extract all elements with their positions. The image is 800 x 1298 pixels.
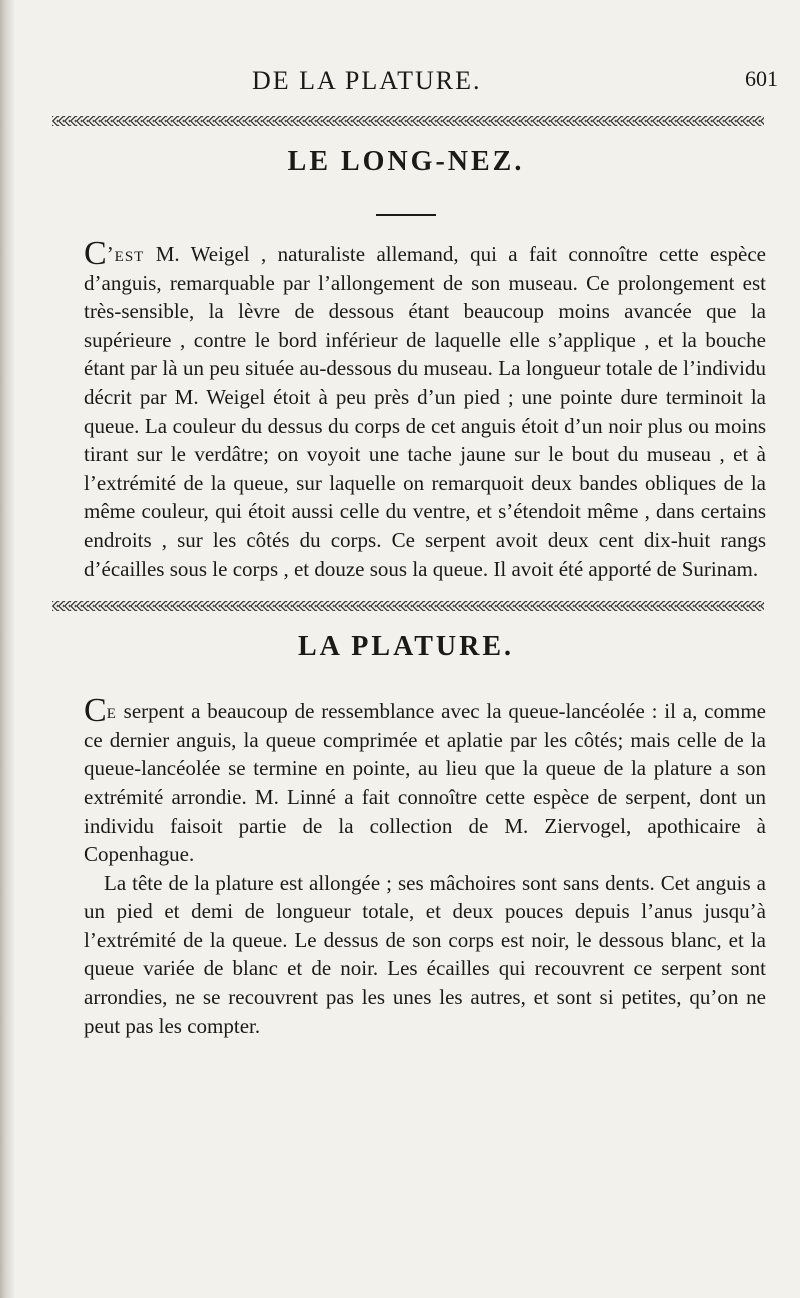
page-number: 601 [745, 66, 778, 91]
paragraph-long-nez [42, 235, 770, 583]
title-rule [376, 214, 436, 216]
paragraph-text: serpent a beaucoup de ressemblance avec la queue-lancéolée : il a, comme ce dernier anguis, la queue comprimée et aplatie par les côtés; mais celle de la queue-lancéolée se termine en pointe, au lieu que la queue de la plature a son extrémité arrondie. M. Linné a fait connoître cette espèce de serpent, dont un individu faisoit partie de la collection de M. Ziervogel, apothicaire à Copenhague. [84, 699, 766, 867]
ornamental-divider [52, 116, 764, 126]
small-caps-word: e [106, 699, 117, 724]
paragraph-text: M. Weigel , naturaliste allemand, qui a fait connoître cette espèce d’anguis, remarquable par l’allongement de son museau. Ce prolongement est très-sensible, la lèvre de dessous étant beaucoup moins avancée que la supérieure , contre le bord inférieur de laquelle elle s’applique , et la bouche étant par là un peu située au-dessous du museau. La longueur totale de l’individu décrit par M. Weigel étoit à peu près d’un pied ; une pointe dure terminoit la queue. La couleur du dessus du corps de cet anguis étoit d’un noir plus ou moins tirant sur le verdâtre; on voyoit une tache jaune sur le bout du museau , et à l’extrémité de la queue, sur laquelle on remarquoit deux bandes obliques de la même couleur, qui étoit aussi celle du ventre, et s’étendoit même , dans certains endroits , sur les côtés du corps. Ce serpent avoit deux cent dix-huit rangs d’écailles sous le corps , et douze sous la queue. Il avoit été apporté de Surinam. [84, 242, 766, 581]
small-caps-word: ’est [106, 242, 145, 266]
book-page [42, 60, 778, 1040]
running-head [42, 60, 778, 100]
paragraph-plature-2 [42, 869, 770, 1041]
drop-cap: C [84, 692, 107, 730]
running-head-title: DE LA PLATURE. [252, 66, 482, 95]
section-plature [42, 601, 770, 1040]
paragraph-plature-1 [42, 692, 770, 869]
ornamental-divider [52, 601, 764, 611]
section-title-long-nez: LE LONG-NEZ. [287, 146, 525, 177]
section-title-plature: LA PLATURE. [297, 631, 515, 663]
drop-cap: C [84, 235, 107, 272]
page-gutter-shadow [0, 0, 14, 1298]
paragraph-text: La tête de la plature est allongée ; ses mâchoires sont sans dents. Cet anguis a un pied et demi de longueur totale, et deux pouces depuis l’anus jusqu’à l’extrémité de la queue. Le dessus de son corps est noir, le dessous blanc, et la queue variée de blanc et de noir. Les écailles qui recouvrent ce serpent sont arrondies, ne se recouvrent pas les unes les autres, et sont si petites, qu’on ne peut pas les compter. [84, 870, 766, 1038]
